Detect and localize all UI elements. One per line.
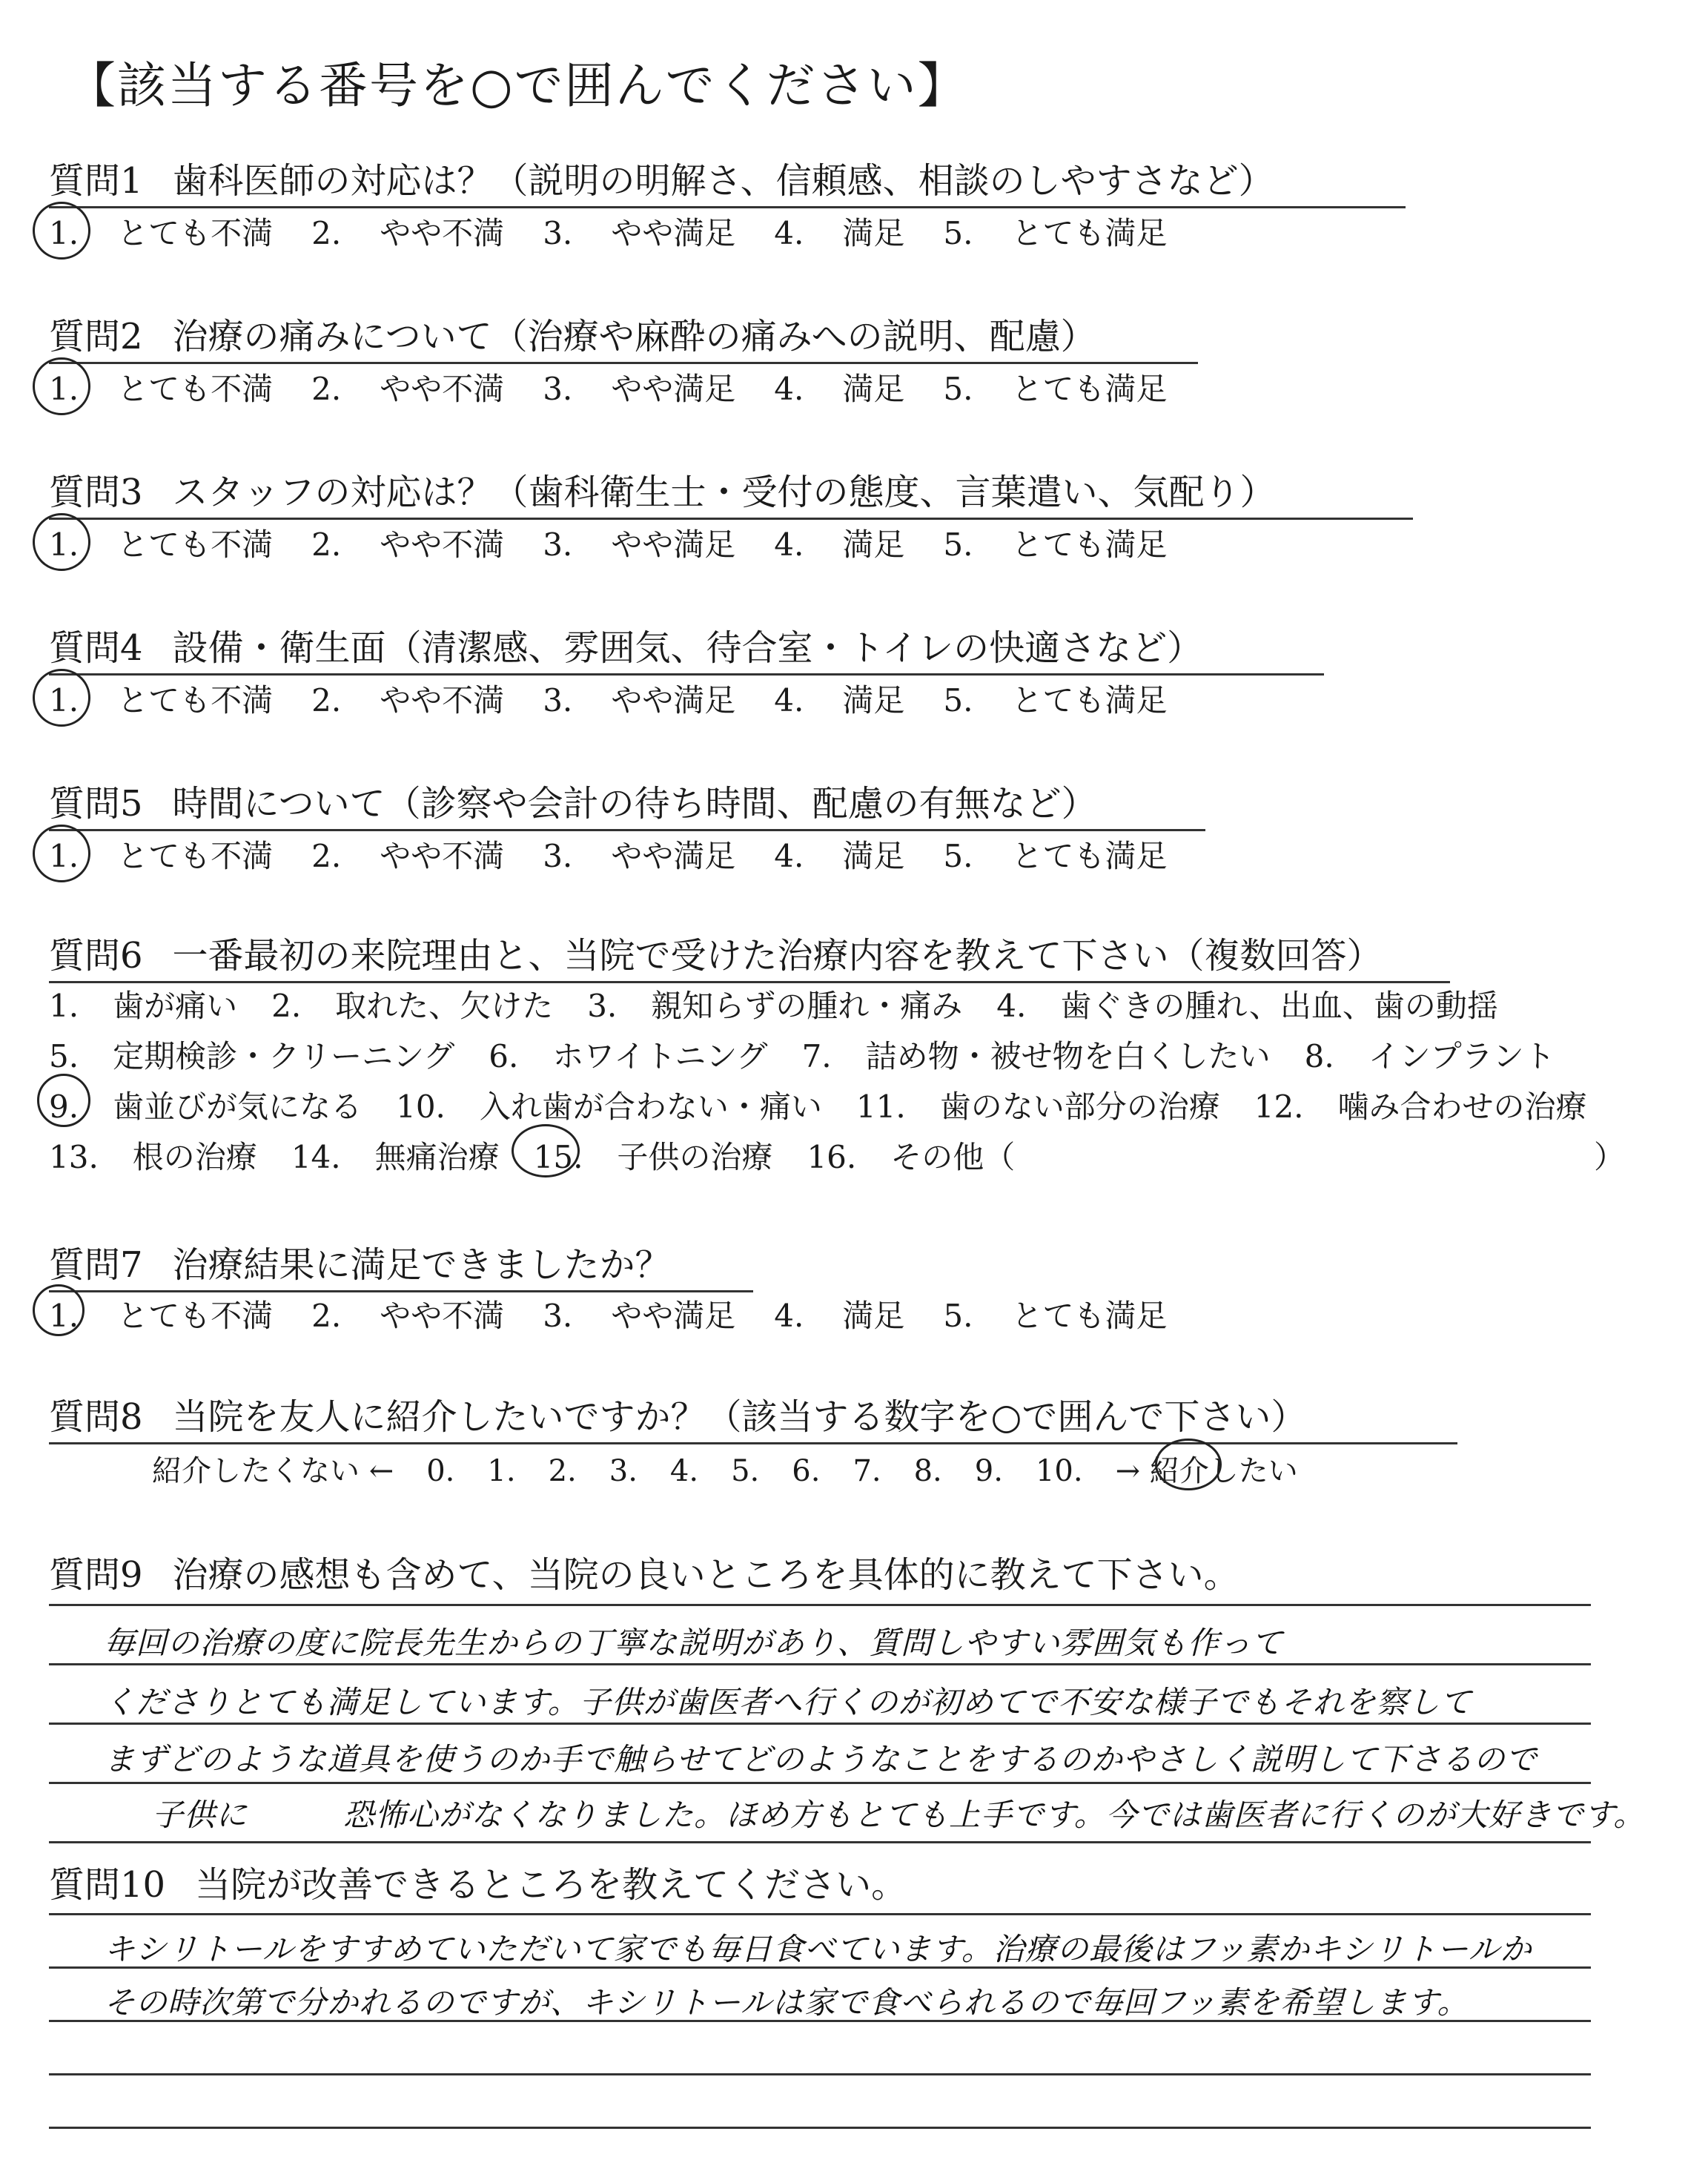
option-1-number[interactable]: 1. [49, 371, 79, 407]
q8-scale [152, 1447, 1331, 1490]
q6-option-number[interactable]: 11. [855, 1089, 906, 1125]
option-1-number[interactable]: 1. [49, 682, 79, 719]
q6-option-label[interactable]: 入れ歯が合わない・痛い [479, 1089, 822, 1125]
q6-option-number[interactable]: 5. [49, 1038, 79, 1074]
q6-option-number[interactable]: 15. [533, 1139, 583, 1175]
q8-scale-4[interactable]: 4. [669, 1454, 699, 1488]
question-4-title [49, 619, 1324, 676]
q6-option-number[interactable]: 8. [1304, 1038, 1334, 1074]
question-4-number: 質問4 [49, 627, 143, 669]
question-9-text: 治療の感想も含めて、当院の良いところを具体的に教えて下さい。 [172, 1554, 1239, 1596]
q6-row-1 [49, 982, 1532, 1026]
option-4-number[interactable]: 4. [774, 1298, 804, 1334]
question-10-title [49, 1856, 907, 1907]
question-8-text: 当院を友人に紹介したいですか？（該当する数字を○で囲んで下さい） [172, 1396, 1307, 1438]
question-3-title [49, 463, 1413, 520]
q6-option-label[interactable]: インプラント [1368, 1038, 1555, 1074]
option-2-label[interactable]: やや不満 [380, 371, 505, 407]
question-6-number: 質問6 [49, 935, 143, 977]
question-5-number: 質問5 [49, 783, 143, 825]
q8-scale-2[interactable]: 2. [548, 1454, 577, 1488]
option-1-number[interactable]: 1. [49, 1298, 79, 1334]
option-2-number[interactable]: 2. [311, 526, 342, 563]
selection-circle [33, 825, 90, 882]
q6-option-label[interactable]: 噛み合わせの治療 [1337, 1089, 1587, 1125]
option-2-number[interactable]: 2. [311, 682, 342, 719]
question-4-text: 設備・衛生面（清潔感、雰囲気、待合室・トイレの快適さなど） [172, 627, 1203, 669]
option-1-number[interactable]: 1. [49, 526, 79, 563]
answer-line [49, 1604, 1591, 1606]
option-3-number[interactable]: 3. [543, 371, 573, 407]
option-5-number[interactable]: 5. [943, 1298, 973, 1334]
question-7-options [49, 1292, 1167, 1336]
option-3-number[interactable]: 3. [543, 682, 573, 719]
option-4-number[interactable]: 4. [774, 526, 804, 563]
q6-row-2 [49, 1032, 1589, 1077]
option-3-number[interactable]: 3. [543, 1298, 573, 1334]
q6-option-number[interactable]: 7. [801, 1038, 832, 1074]
option-4-number[interactable]: 4. [774, 682, 804, 719]
q6-option-label[interactable]: 子供の治療 [617, 1139, 773, 1175]
option-3-label[interactable]: やや満足 [611, 526, 736, 563]
option-2-label[interactable]: やや不満 [380, 838, 505, 874]
q6-option-number[interactable]: 3. [587, 988, 618, 1024]
option-4-number[interactable]: 4. [774, 371, 804, 407]
option-4-label[interactable]: 満足 [842, 682, 905, 719]
question-3-text: スタッフの対応は？（歯科衛生士・受付の態度、言葉遣い、気配り） [172, 472, 1276, 513]
q6-option-label[interactable]: 根の治療 [132, 1139, 257, 1175]
option-1-label[interactable]: とても不満 [117, 371, 274, 407]
question-7-title [49, 1236, 753, 1292]
selection-circle [33, 202, 90, 260]
q6-option-label[interactable]: 詰め物・被せ物を白くしたい [865, 1038, 1271, 1074]
q9-answer-line-1: 毎回の治療の度に院長先生からの丁寧な説明があり、質問しやすい雰囲気も作って [104, 1625, 1284, 1661]
question-5-title [49, 775, 1205, 831]
option-3-label[interactable]: やや満足 [611, 371, 736, 407]
q8-scale-left-label: 紹介したくない ← [152, 1454, 394, 1488]
answer-line [49, 1841, 1591, 1843]
option-3-label[interactable]: やや満足 [611, 215, 736, 251]
option-4-label[interactable]: 満足 [842, 526, 905, 563]
question-3-number: 質問3 [49, 472, 143, 513]
option-5-label[interactable]: とても満足 [1011, 215, 1168, 251]
question-7-number: 質問7 [49, 1244, 143, 1286]
selection-circle [33, 357, 90, 415]
q6-option-label[interactable]: 歯ぐきの腫れ、出血、歯の動揺 [1060, 988, 1498, 1024]
q8-scale-6[interactable]: 6. [792, 1454, 821, 1488]
answer-line [49, 2073, 1591, 2075]
option-5-number[interactable]: 5. [943, 215, 973, 251]
q9-answer-line-4: 子供に 恐怖心がなくなりました。ほめ方もとても上手です。今では歯医者に行くのが大好きです。 [152, 1797, 1646, 1833]
question-7-text: 治療結果に満足できましたか？ [172, 1244, 671, 1286]
option-3-label[interactable]: やや満足 [611, 838, 736, 874]
option-4-label[interactable]: 満足 [842, 838, 905, 874]
option-1-label[interactable]: とても不満 [117, 838, 274, 874]
option-1-label[interactable]: とても不満 [117, 1298, 274, 1334]
option-3-number[interactable]: 3. [543, 526, 573, 563]
option-4-label[interactable]: 満足 [842, 371, 905, 407]
option-2-number[interactable]: 2. [311, 1298, 342, 1334]
q8-scale-8[interactable]: 8. [913, 1454, 942, 1488]
q6-option-label[interactable]: 歯のない部分の治療 [939, 1089, 1220, 1125]
option-1-number[interactable]: 1. [49, 215, 79, 251]
option-5-number[interactable]: 5. [943, 526, 973, 563]
question-1-title [49, 152, 1406, 208]
question-9-title [49, 1546, 1239, 1597]
selection-circle-q8-10 [1155, 1439, 1222, 1490]
answer-line [49, 1723, 1591, 1725]
option-5-number[interactable]: 5. [943, 838, 973, 874]
q6-option-label[interactable]: ホワイトニング [552, 1038, 768, 1074]
q8-scale-9[interactable]: 9. [974, 1454, 1003, 1488]
question-5-text: 時間について（診察や会計の待ち時間、配慮の有無など） [172, 783, 1097, 825]
q6-option-number[interactable]: 6. [489, 1038, 519, 1074]
q10-answer-line-1: キシリトールをすすめていただいて家でも毎日食べています。治療の最後はフッ素かキシリトールか [104, 1931, 1532, 1967]
selection-circle [33, 669, 90, 727]
question-9-number: 質問9 [49, 1554, 143, 1596]
option-5-label[interactable]: とても満足 [1011, 371, 1168, 407]
option-5-number[interactable]: 5. [943, 682, 973, 719]
q10-answer-line-2: その時次第で分かれるのですが、キシリトールは家で食べられるので毎回フッ素を希望します。 [104, 1984, 1469, 2021]
question-10-text: 当院が改善できるところを教えてください。 [195, 1864, 907, 1906]
option-4-label[interactable]: 満足 [842, 1298, 905, 1334]
option-3-label[interactable]: やや満足 [611, 682, 736, 719]
q6-option-number[interactable]: 12. [1254, 1089, 1304, 1125]
q6-option-number[interactable]: 9. [49, 1089, 79, 1125]
selection-circle-q6-9 [37, 1074, 90, 1127]
q8-scale-7[interactable]: 7. [853, 1454, 881, 1488]
q6-option-number[interactable]: 4. [996, 988, 1027, 1024]
question-2-options [49, 365, 1167, 409]
option-1-label[interactable]: とても不満 [117, 215, 274, 251]
option-2-label[interactable]: やや不満 [380, 682, 505, 719]
question-10-number: 質問10 [49, 1864, 166, 1906]
option-1-label[interactable]: とても不満 [117, 526, 274, 563]
option-2-number[interactable]: 2. [311, 838, 342, 874]
q8-scale-5[interactable]: 5. [731, 1454, 760, 1488]
q8-scale-0[interactable]: 0. [426, 1454, 455, 1488]
q6-option-label[interactable]: 親知らずの腫れ・痛み [651, 988, 963, 1024]
option-2-number[interactable]: 2. [311, 371, 342, 407]
q6-option-number[interactable]: 16. [807, 1139, 857, 1175]
question-1-text: 歯科医師の対応は？（説明の明解さ、信頼感、相談のしやすさなど） [172, 160, 1274, 202]
option-1-label[interactable]: とても不満 [117, 682, 274, 719]
q6-option-label[interactable]: 定期検診・クリーニング [113, 1038, 455, 1074]
question-8-number: 質問8 [49, 1396, 143, 1438]
q6-option-number[interactable]: 2. [271, 988, 302, 1024]
option-5-number[interactable]: 5. [943, 371, 973, 407]
question-1-options [49, 209, 1167, 254]
q6-other-close-paren: ） [1594, 1139, 1626, 1175]
q6-option-label[interactable]: 取れた、欠けた [335, 988, 554, 1024]
answer-line [49, 1782, 1591, 1784]
option-4-number[interactable]: 4. [774, 215, 804, 251]
question-1-number: 質問1 [49, 160, 143, 202]
option-3-number[interactable]: 3. [543, 215, 573, 251]
answer-line [49, 1663, 1591, 1665]
option-3-number[interactable]: 3. [543, 838, 573, 874]
question-5-options [49, 832, 1167, 876]
selection-circle [33, 513, 90, 571]
question-4-options [49, 676, 1167, 721]
page-header: 【該当する番号を○で囲んでください】 [67, 57, 968, 114]
selection-circle-q6-15 [512, 1124, 580, 1178]
question-3-options [49, 521, 1167, 565]
answer-line [49, 1913, 1591, 1915]
question-8-title [49, 1388, 1457, 1444]
q8-scale-1[interactable]: 1. [487, 1454, 516, 1488]
q8-scale-10[interactable]: 10. [1035, 1454, 1083, 1488]
answer-line [49, 2127, 1591, 2129]
question-2-text: 治療の痛みについて（治療や麻酔の痛みへの説明、配慮） [172, 316, 1096, 357]
selection-circle [33, 1284, 85, 1336]
question-2-title [49, 308, 1198, 364]
q6-option-number[interactable]: 10. [396, 1089, 446, 1125]
q8-scale-right-label: → 紹介したい [1115, 1454, 1298, 1488]
option-5-label[interactable]: とても満足 [1011, 1298, 1168, 1334]
q6-option-number[interactable]: 14. [291, 1139, 341, 1175]
option-2-label[interactable]: やや不満 [380, 215, 505, 251]
q6-option-label[interactable]: 歯並びが気になる [113, 1089, 363, 1125]
q8-scale-3[interactable]: 3. [609, 1454, 638, 1488]
question-6-title [49, 927, 1450, 983]
q6-row-3 [49, 1083, 1621, 1127]
option-5-label[interactable]: とても満足 [1011, 526, 1168, 563]
q6-option-number[interactable]: 13. [49, 1139, 99, 1175]
option-2-number[interactable]: 2. [311, 215, 342, 251]
option-4-number[interactable]: 4. [774, 838, 804, 874]
option-3-label[interactable]: やや満足 [611, 1298, 736, 1334]
option-4-label[interactable]: 満足 [842, 215, 905, 251]
option-5-label[interactable]: とても満足 [1011, 838, 1168, 874]
question-6-text: 一番最初の来院理由と、当院で受けた治療内容を教えて下さい（複数回答） [172, 935, 1383, 977]
question-2-number: 質問2 [49, 316, 143, 357]
q9-answer-line-2: くださりとても満足しています。子供が歯医者へ行くのが初めてで不安な様子でもそれを察して [104, 1684, 1472, 1720]
option-5-label[interactable]: とても満足 [1011, 682, 1168, 719]
q6-option-label[interactable]: 無痛治療 [374, 1139, 500, 1175]
q6-option-label[interactable]: 歯が痛い [113, 988, 238, 1024]
option-2-label[interactable]: やや不満 [380, 1298, 505, 1334]
q6-option-number[interactable]: 1. [49, 988, 79, 1024]
q6-option-other-label[interactable]: その他（ [890, 1139, 1016, 1175]
option-1-number[interactable]: 1. [49, 838, 79, 874]
q9-answer-line-3: まずどのような道具を使うのか手で触らせてどのようなことをするのかやさしく説明して下さるので [104, 1741, 1537, 1777]
option-2-label[interactable]: やや不満 [380, 526, 505, 563]
